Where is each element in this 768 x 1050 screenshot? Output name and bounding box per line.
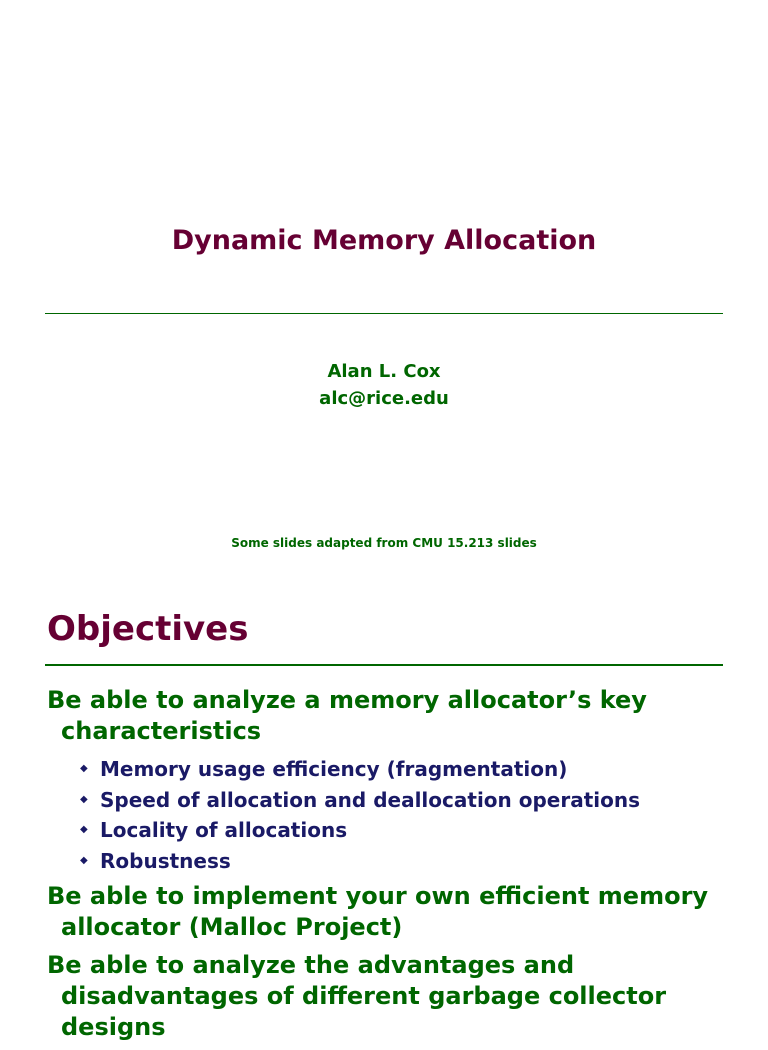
slide-credit: Some slides adapted from CMU 15.213 slides: [231, 536, 537, 550]
title-divider: [45, 664, 723, 666]
author-email: alc@rice.edu: [319, 388, 449, 409]
list-item-text: Memory usage efficiency (fragmentation): [100, 757, 568, 781]
objectives-list: [47, 685, 727, 1050]
objective-text: Be able to implement your own efficient memory allocator (Malloc Project): [47, 882, 709, 941]
characteristics-list: [47, 754, 727, 876]
list-item-text: Robustness: [100, 848, 231, 873]
objective-item: [47, 950, 727, 1043]
author-block: [0, 358, 768, 412]
diamond-bullet-icon: ◆: [80, 763, 88, 774]
objective-item: [47, 685, 727, 747]
objective-text: Be able to analyze a memory allocator’s key characteristics: [47, 686, 647, 745]
diamond-bullet-icon: ◆: [80, 854, 88, 866]
list-item-text: Locality of allocations: [100, 818, 348, 842]
list-item: [47, 754, 727, 785]
slide-title: Dynamic Memory Allocation: [171, 225, 597, 256]
list-item: [47, 846, 727, 877]
list-item-text: Speed of allocation and deallocation operations: [100, 787, 641, 812]
author-name: Alan L. Cox: [327, 361, 441, 382]
objective-item: [47, 881, 727, 943]
slide-2: [0, 585, 768, 1041]
slide-title: Objectives: [47, 609, 249, 649]
list-item: [47, 785, 727, 816]
diamond-bullet-icon: ◆: [80, 824, 88, 835]
diamond-bullet-icon: ◆: [80, 793, 88, 805]
title-divider: [45, 313, 723, 314]
objective-text: Be able to analyze the advantages and disadvantages of different garbage collector designs: [47, 951, 667, 1041]
list-item: [47, 815, 727, 846]
